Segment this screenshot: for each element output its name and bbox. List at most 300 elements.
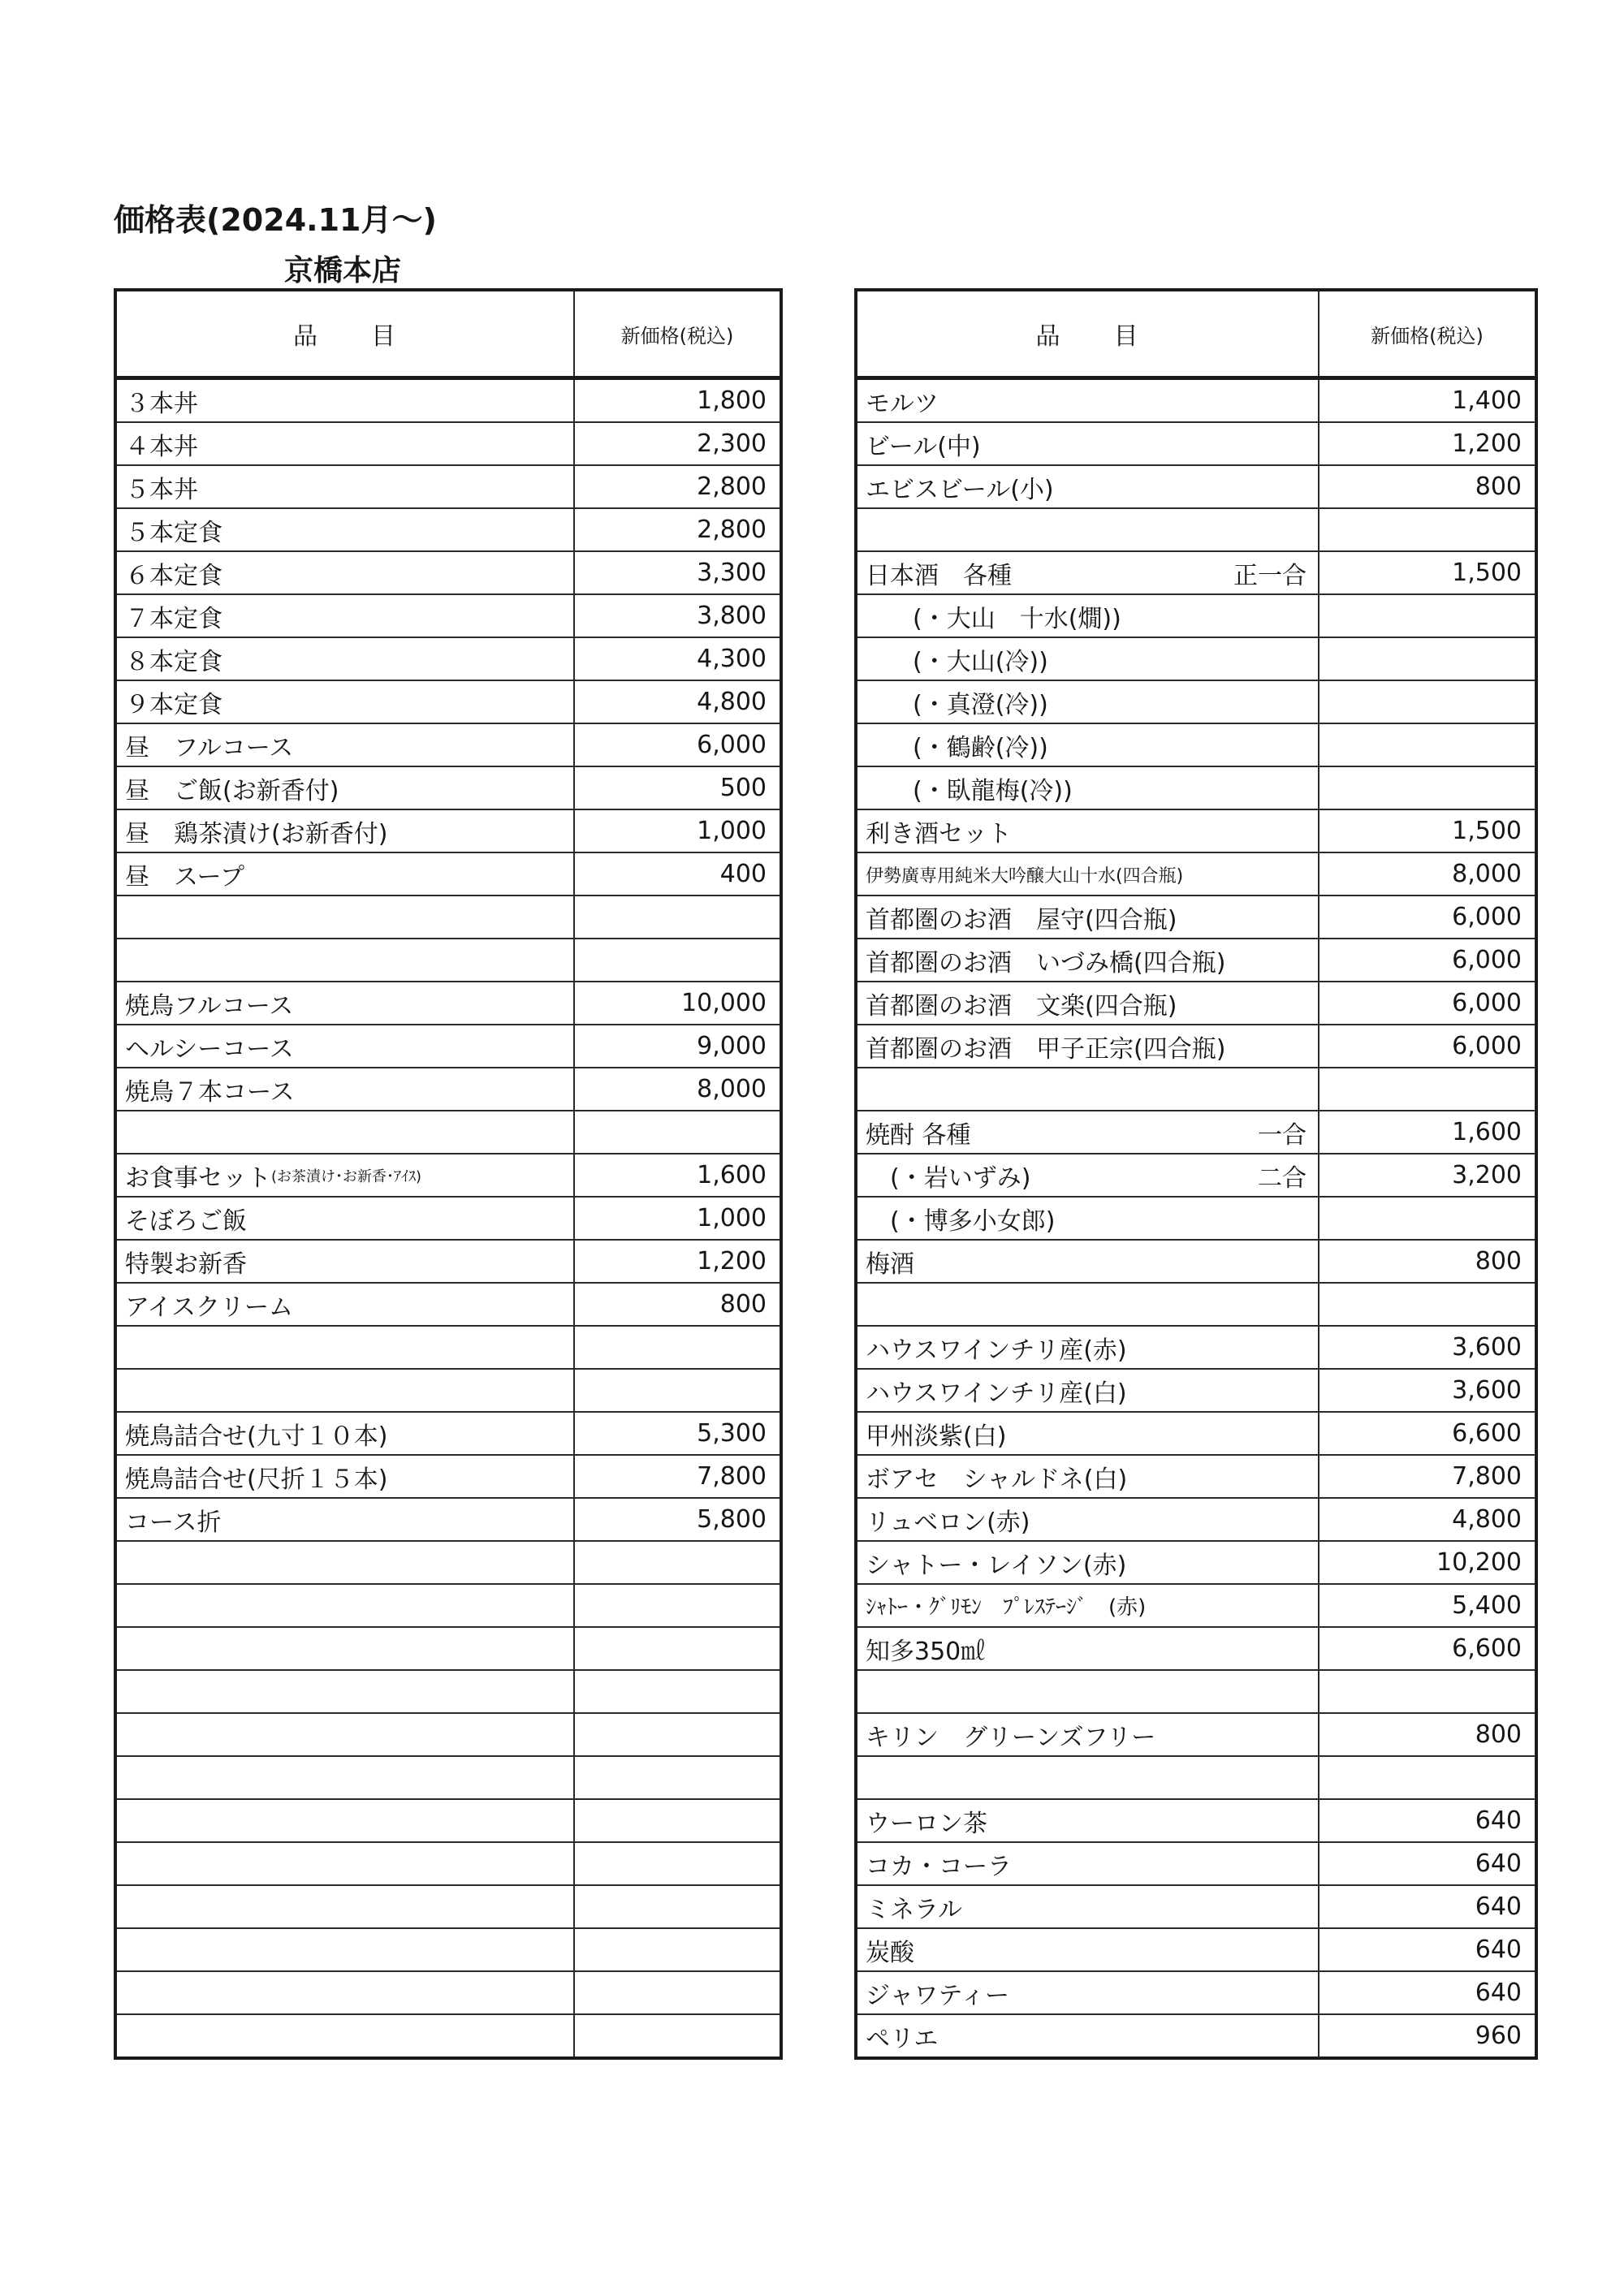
item-cell: [115, 1627, 574, 1670]
price-cell: [574, 1885, 781, 1928]
table-row: [856, 1240, 1536, 1283]
item-cell: [115, 1541, 574, 1584]
price-cell: [574, 1111, 781, 1154]
item-cell: [856, 1971, 1319, 2014]
item-name: ９本定食: [125, 690, 222, 719]
table-row: [856, 852, 1536, 896]
price-cell: [574, 1541, 781, 1584]
table-row: [115, 1885, 781, 1928]
item-name: 甲州淡紫(白): [866, 1422, 1007, 1451]
item-name: お食事セット: [125, 1163, 271, 1193]
price-cell: [574, 1369, 781, 1412]
table-row: [115, 1541, 781, 1584]
item-cell: [115, 551, 574, 594]
food-price-table: [114, 288, 783, 2060]
price-cell: 6,000: [1319, 1025, 1536, 1068]
serving-unit: 二合: [1258, 1163, 1307, 1193]
item-cell: [856, 809, 1319, 852]
item-cell: [856, 594, 1319, 637]
price-cell: 800: [1319, 1240, 1536, 1283]
item-name: そぼろご飯: [125, 1206, 247, 1236]
price-cell: 6,000: [1319, 896, 1536, 939]
item-cell: [856, 1498, 1319, 1541]
price-cell: 640: [1319, 1885, 1536, 1928]
item-name: (・大山 十水(燗)): [913, 604, 1121, 633]
table-row: [856, 1670, 1536, 1713]
item-name: ３本丼: [125, 389, 198, 418]
table-row: [856, 1498, 1536, 1541]
table-row: [856, 465, 1536, 508]
table-row: [115, 766, 781, 809]
table-row: [115, 1111, 781, 1154]
item-name: 首都圏のお酒 屋守(四合瓶): [866, 905, 1177, 934]
table-row: [115, 1756, 781, 1799]
item-cell: [115, 1799, 574, 1842]
table-row: [856, 1369, 1536, 1412]
table-row: [856, 1928, 1536, 1971]
table-row: [115, 1842, 781, 1885]
item-name: ５本定食: [125, 518, 222, 547]
item-name: ６本定食: [125, 561, 222, 590]
price-cell: [574, 1842, 781, 1885]
item-cell: [115, 1197, 574, 1240]
item-cell: [115, 1154, 574, 1197]
item-name: ミネラル: [866, 1895, 963, 1924]
price-column-header: 新価格(税込): [1319, 290, 1536, 378]
item-name: 焼鳥詰合せ(九寸１０本): [125, 1422, 388, 1451]
price-cell: 960: [1319, 2014, 1536, 2058]
table-row: [115, 1498, 781, 1541]
price-cell: 400: [574, 852, 781, 896]
item-name: (・臥龍梅(冷)): [913, 776, 1073, 805]
table-row: [115, 551, 781, 594]
table-row: [856, 1197, 1536, 1240]
table-row: [856, 1627, 1536, 1670]
table-row: [856, 896, 1536, 939]
item-cell: [856, 680, 1319, 723]
price-cell: 6,000: [1319, 982, 1536, 1025]
price-cell: [1319, 1197, 1536, 1240]
price-cell: 4,300: [574, 637, 781, 680]
item-cell: [856, 766, 1319, 809]
item-cell: [115, 1025, 574, 1068]
price-cell: [1319, 637, 1536, 680]
item-cell: [856, 1068, 1319, 1111]
price-cell: [574, 1713, 781, 1756]
item-cell: [856, 465, 1319, 508]
item-cell: [115, 680, 574, 723]
table-row: [856, 766, 1536, 809]
item-cell: [856, 1326, 1319, 1369]
item-cell: [856, 1541, 1319, 1584]
item-cell: [856, 1197, 1319, 1240]
item-name: 昼 ご飯(お新香付): [125, 776, 339, 805]
price-cell: 5,800: [574, 1498, 781, 1541]
item-name: (・真澄(冷)): [913, 690, 1048, 719]
item-cell: [115, 723, 574, 766]
table-row: [115, 637, 781, 680]
item-name: 首都圏のお酒 甲子正宗(四合瓶): [866, 1034, 1226, 1064]
item-cell: [856, 1412, 1319, 1455]
item-cell: [115, 1670, 574, 1713]
price-cell: 800: [1319, 1713, 1536, 1756]
price-cell: 2,800: [574, 508, 781, 551]
item-name: 首都圏のお酒 文楽(四合瓶): [866, 991, 1177, 1021]
item-cell: [856, 1713, 1319, 1756]
item-cell: [115, 809, 574, 852]
item-cell: [856, 1154, 1319, 1197]
item-name: (・大山(冷)): [913, 647, 1048, 676]
price-cell: 6,000: [574, 723, 781, 766]
price-cell: 800: [574, 1283, 781, 1326]
item-cell: [856, 852, 1319, 896]
serving-unit: 一合: [1258, 1120, 1307, 1150]
table-row: [856, 1111, 1536, 1154]
item-name: エビスビール(小): [866, 475, 1054, 504]
item-cell: [856, 637, 1319, 680]
table-row: [115, 1240, 781, 1283]
price-cell: 6,000: [1319, 939, 1536, 982]
item-name: ｼｬﾄｰ・ｸﾞﾘﾓﾝ ﾌﾟﾚｽﾃｰｼﾞ (赤): [866, 1595, 1147, 1620]
price-cell: 640: [1319, 1928, 1536, 1971]
item-cell: [856, 1670, 1319, 1713]
price-cell: 6,600: [1319, 1412, 1536, 1455]
item-name: 焼酎 各種: [866, 1120, 971, 1150]
price-cell: 10,000: [574, 982, 781, 1025]
item-cell: [115, 1455, 574, 1498]
item-name: 昼 フルコース: [125, 733, 294, 762]
price-cell: [1319, 1068, 1536, 1111]
price-cell: 8,000: [1319, 852, 1536, 896]
item-name: ５本丼: [125, 475, 198, 504]
price-cell: [574, 1326, 781, 1369]
table-row: [115, 852, 781, 896]
table-row: [856, 594, 1536, 637]
item-name: ジャワティー: [866, 1981, 1009, 2010]
item-name: 焼鳥７本コース: [125, 1077, 295, 1107]
item-column-header: 品 目: [115, 290, 574, 378]
table-row: [856, 1584, 1536, 1627]
table-row: [856, 723, 1536, 766]
item-column-header: 品 目: [856, 290, 1319, 378]
item-cell: [856, 378, 1319, 423]
table-row: [856, 1283, 1536, 1326]
item-name: ボアセ シャルドネ(白): [866, 1465, 1128, 1494]
item-name: キリン グリーンズフリー: [866, 1723, 1156, 1752]
price-cell: [574, 1756, 781, 1799]
price-cell: [574, 1670, 781, 1713]
item-name: 焼鳥詰合せ(尺折１５本): [125, 1465, 388, 1494]
price-cell: 2,800: [574, 465, 781, 508]
table-row: [115, 1627, 781, 1670]
item-name: 梅酒: [866, 1249, 914, 1279]
price-cell: 1,000: [574, 809, 781, 852]
price-cell: [574, 2014, 781, 2058]
item-name: ヘルシーコース: [125, 1034, 294, 1064]
item-cell: [115, 422, 574, 465]
table-row: [115, 1584, 781, 1627]
price-cell: 3,800: [574, 594, 781, 637]
item-cell: [856, 2014, 1319, 2058]
table-row: [856, 1799, 1536, 1842]
item-name: ７本定食: [125, 604, 222, 633]
item-cell: [856, 1756, 1319, 1799]
price-cell: 1,500: [1319, 809, 1536, 852]
price-cell: [1319, 1283, 1536, 1326]
item-cell: [115, 939, 574, 982]
price-cell: 500: [574, 766, 781, 809]
price-cell: 9,000: [574, 1025, 781, 1068]
item-cell: [856, 1584, 1319, 1627]
item-cell: [115, 465, 574, 508]
price-cell: [574, 1971, 781, 2014]
item-cell: [856, 939, 1319, 982]
table-row: [115, 723, 781, 766]
price-cell: 4,800: [574, 680, 781, 723]
table-row: [115, 594, 781, 637]
item-cell: [115, 1584, 574, 1627]
item-name: ペリエ: [866, 2024, 939, 2053]
table-row: [115, 1326, 781, 1369]
item-cell: [115, 1928, 574, 1971]
table-row: [856, 551, 1536, 594]
table-row: [115, 680, 781, 723]
price-cell: [574, 1584, 781, 1627]
price-cell: 4,800: [1319, 1498, 1536, 1541]
table-row: [115, 1025, 781, 1068]
item-cell: [856, 1842, 1319, 1885]
price-cell: 7,800: [574, 1455, 781, 1498]
item-cell: [115, 594, 574, 637]
table-row: [115, 1455, 781, 1498]
table-row: [115, 378, 781, 423]
price-column-header: 新価格(税込): [574, 290, 781, 378]
item-cell: [856, 896, 1319, 939]
table-row: [115, 896, 781, 939]
price-cell: 800: [1319, 465, 1536, 508]
price-cell: [1319, 723, 1536, 766]
item-cell: [115, 1971, 574, 2014]
item-cell: [115, 1885, 574, 1928]
item-cell: [115, 1240, 574, 1283]
table-row: [115, 1713, 781, 1756]
table-row: [115, 1369, 781, 1412]
price-cell: 10,200: [1319, 1541, 1536, 1584]
table-row: [856, 1154, 1536, 1197]
item-cell: [115, 982, 574, 1025]
price-cell: [574, 1799, 781, 1842]
price-cell: [1319, 1756, 1536, 1799]
item-cell: [115, 2014, 574, 2058]
table-row: [115, 1197, 781, 1240]
price-cell: [1319, 680, 1536, 723]
item-cell: [856, 1111, 1319, 1154]
table-row: [856, 1885, 1536, 1928]
table-row: [856, 378, 1536, 423]
item-name: 首都圏のお酒 いづみ橋(四合瓶): [866, 948, 1226, 978]
item-cell: [115, 1498, 574, 1541]
table-row: [856, 1068, 1536, 1111]
table-row: [856, 939, 1536, 982]
table-header-row: [115, 290, 781, 378]
item-name: 日本酒 各種: [866, 561, 1012, 590]
item-cell: [856, 422, 1319, 465]
item-name: 炭酸: [866, 1938, 914, 1967]
item-cell: [856, 1455, 1319, 1498]
item-name: (・鶴齢(冷)): [913, 733, 1048, 762]
item-cell: [115, 1111, 574, 1154]
serving-unit: 正一合: [1233, 561, 1307, 590]
table-row: [115, 982, 781, 1025]
item-name: 焼鳥フルコース: [125, 991, 294, 1021]
table-row: [856, 809, 1536, 852]
table-row: [115, 1928, 781, 1971]
table-row: [115, 1971, 781, 2014]
table-row: [115, 939, 781, 982]
store-name: 京橋本店: [284, 254, 402, 287]
item-cell: [856, 1369, 1319, 1412]
table-row: [115, 422, 781, 465]
table-row: [856, 1541, 1536, 1584]
item-name: ビール(中): [866, 432, 981, 461]
price-cell: 5,400: [1319, 1584, 1536, 1627]
drink-price-table: [854, 288, 1538, 2060]
price-cell: 640: [1319, 1971, 1536, 2014]
item-cell: [856, 508, 1319, 551]
item-name: ハウスワインチリ産(赤): [866, 1336, 1127, 1365]
item-cell: [856, 1283, 1319, 1326]
item-cell: [115, 1842, 574, 1885]
item-name: 知多350㎖: [866, 1637, 986, 1666]
table-row: [115, 508, 781, 551]
price-cell: 2,300: [574, 422, 781, 465]
item-name: モルツ: [866, 389, 939, 418]
price-cell: [1319, 508, 1536, 551]
item-cell: [115, 852, 574, 896]
table-row: [856, 1412, 1536, 1455]
item-name: アイスクリーム: [125, 1293, 293, 1322]
table-row: [115, 809, 781, 852]
price-cell: [574, 1928, 781, 1971]
table-row: [856, 1713, 1536, 1756]
table-row: [115, 1412, 781, 1455]
table-row: [115, 2014, 781, 2058]
price-cell: 3,300: [574, 551, 781, 594]
table-row: [115, 465, 781, 508]
item-cell: [115, 896, 574, 939]
item-cell: [856, 1025, 1319, 1068]
price-cell: [1319, 766, 1536, 809]
item-name: 利き酒セット: [866, 819, 1012, 848]
item-name: 伊勢廣専用純米大吟醸大山十水(四合瓶): [866, 866, 1184, 887]
price-cell: 5,300: [574, 1412, 781, 1455]
item-cell: [856, 1799, 1319, 1842]
item-cell: [115, 1412, 574, 1455]
item-cell: [115, 378, 574, 423]
table-header-row: [856, 290, 1536, 378]
table-row: [856, 1756, 1536, 1799]
item-cell: [115, 1326, 574, 1369]
table-row: [856, 680, 1536, 723]
price-cell: 1,600: [1319, 1111, 1536, 1154]
price-cell: [574, 939, 781, 982]
table-row: [115, 1670, 781, 1713]
price-cell: 7,800: [1319, 1455, 1536, 1498]
price-cell: 3,600: [1319, 1326, 1536, 1369]
price-cell: 640: [1319, 1799, 1536, 1842]
item-name: 特製お新香: [125, 1249, 247, 1279]
table-row: [856, 508, 1536, 551]
table-row: [856, 982, 1536, 1025]
item-cell: [856, 1928, 1319, 1971]
item-name: コース折: [125, 1508, 222, 1537]
price-cell: 1,000: [574, 1197, 781, 1240]
item-cell: [856, 1885, 1319, 1928]
table-row: [856, 637, 1536, 680]
table-row: [856, 1025, 1536, 1068]
table-row: [856, 1455, 1536, 1498]
item-name: リュベロン(赤): [866, 1508, 1030, 1537]
item-cell: [856, 1240, 1319, 1283]
price-cell: 1,400: [1319, 378, 1536, 423]
price-cell: 1,600: [574, 1154, 781, 1197]
item-name: 昼 スープ: [125, 862, 244, 891]
table-row: [115, 1283, 781, 1326]
price-cell: 3,600: [1319, 1369, 1536, 1412]
price-cell: 640: [1319, 1842, 1536, 1885]
item-name: ハウスワインチリ産(白): [866, 1379, 1127, 1408]
item-cell: [115, 508, 574, 551]
table-row: [856, 1326, 1536, 1369]
item-cell: [115, 1068, 574, 1111]
table-row: [115, 1068, 781, 1111]
item-name: ウーロン茶: [866, 1809, 987, 1838]
item-cell: [115, 766, 574, 809]
item-name: (・博多小女郎): [890, 1206, 1056, 1236]
item-name: シャトー・レイソン(赤): [866, 1551, 1127, 1580]
price-cell: 8,000: [574, 1068, 781, 1111]
table-row: [115, 1154, 781, 1197]
item-name: ８本定食: [125, 647, 222, 676]
table-row: [856, 1842, 1536, 1885]
price-cell: [574, 1627, 781, 1670]
price-cell: [574, 896, 781, 939]
item-cell: [856, 551, 1319, 594]
item-cell: [856, 982, 1319, 1025]
table-row: [856, 2014, 1536, 2058]
item-name: コカ・コーラ: [866, 1852, 1012, 1881]
item-cell: [115, 1713, 574, 1756]
price-cell: 1,200: [574, 1240, 781, 1283]
price-cell: 1,200: [1319, 422, 1536, 465]
price-cell: [1319, 594, 1536, 637]
price-cell: 3,200: [1319, 1154, 1536, 1197]
table-row: [115, 1799, 781, 1842]
price-cell: 1,800: [574, 378, 781, 423]
table-row: [856, 422, 1536, 465]
item-cell: [115, 1283, 574, 1326]
item-cell: [856, 723, 1319, 766]
item-cell: [115, 1369, 574, 1412]
item-note: (お茶漬け･お新香･ｱｲｽ): [271, 1167, 422, 1185]
item-name: 昼 鶏茶漬け(お新香付): [125, 819, 388, 848]
table-row: [856, 1971, 1536, 2014]
item-cell: [115, 1756, 574, 1799]
price-cell: 6,600: [1319, 1627, 1536, 1670]
item-cell: [856, 1627, 1319, 1670]
item-name: ４本丼: [125, 432, 198, 461]
page-title: 価格表(2024.11月〜): [114, 202, 437, 238]
